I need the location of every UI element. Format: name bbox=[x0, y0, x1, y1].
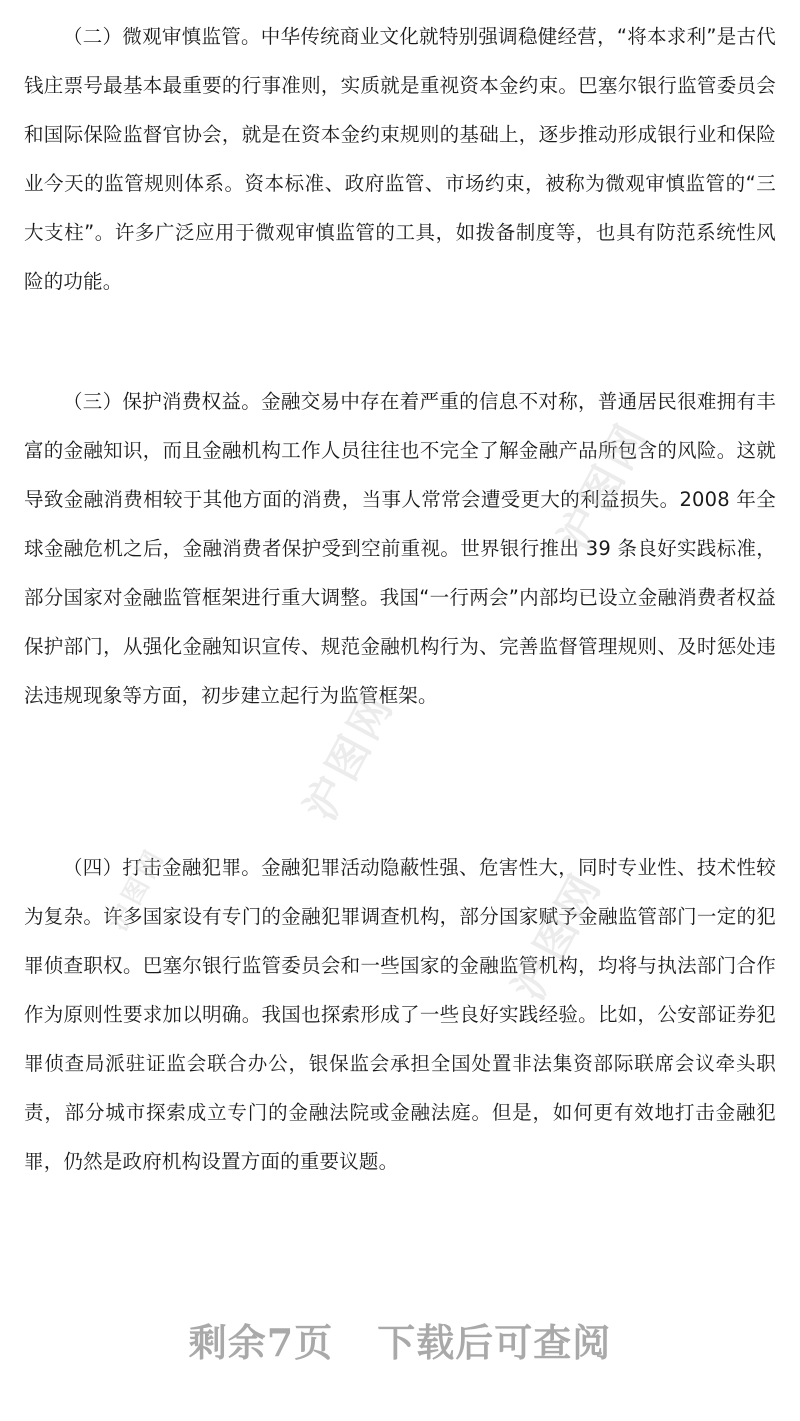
watermark: 沪图网 bbox=[503, 863, 612, 1009]
remaining-pages-label: 剩余7页 bbox=[188, 1320, 334, 1365]
download-prompt[interactable] bbox=[0, 1312, 800, 1367]
watermark: 沪图网 bbox=[295, 683, 404, 829]
paragraph-financial-crime: （四）打击金融犯罪。金融犯罪活动隐蔽性强、危害性大，同时专业性、技术性较为复杂。许多国家设有专门的金融犯罪调查机构，部分国家赋予金融监管部门一定的犯罪侦查职权。巴塞尔银行监管委员会和一些国家的金融监管机构，均将与执法部门合作作为原则性要求加以明确。我国也探索形成了一些良好实践经验。比如，公安部证券犯罪侦查局派驻证监会联合办公，银保监会承担全国处置非法集资部际联席会议牵头职责，部分城市探索成立专门的金融法院或金融法庭。但是，如何更有效地打击金融犯罪，仍然是政府机构设置方面的重要议题。 bbox=[24, 856, 776, 1173]
watermark: 沪图网 bbox=[549, 413, 658, 559]
paragraph-consumer-protection: （三）保护消费权益。金融交易中存在着严重的信息不对称，普通居民很难拥有丰富的金融知识，而且金融机构工作人员往往也不完全了解金融产品所包含的风险。这就导致金融消费相较于其他方面的消费，当事人常常会遭受更大的利益损失。2008 年全球金融危机之后，金融消费者保护受到空前重视。世界银行推出 39 条良好实践标准，部分国家对金融监管框架进行重大调整。我国“一行两会”内部均已设立金融消费者权益保护部门，从强化金融知识宣传、规范金融机构行为、完善监督管理规则、及时惩处违法违规现象等方面，初步建立起行为监管框架。 bbox=[24, 390, 776, 707]
download-hint-label: 下载后可查阅 bbox=[377, 1320, 612, 1365]
paragraph-micro-prudential: （二）微观审慎监管。中华传统商业文化就特别强调稳健经营，“将本求利”是古代钱庄票号最基本最重要的行事准则，实质就是重视资本金约束。巴塞尔银行监管委员会和国际保险监督官协会，就是在资本金约束规则的基础上，逐步推动形成银行业和保险业今天的监管规则体系。资本标准、政府监管、市场约束，被称为微观审慎监管的“三大支柱”。许多广泛应用于微观审慎监管的工具，如拨备制度等，也具有防范系统性风险的功能。 bbox=[24, 25, 776, 293]
watermark: 沪图网 bbox=[102, 842, 172, 937]
